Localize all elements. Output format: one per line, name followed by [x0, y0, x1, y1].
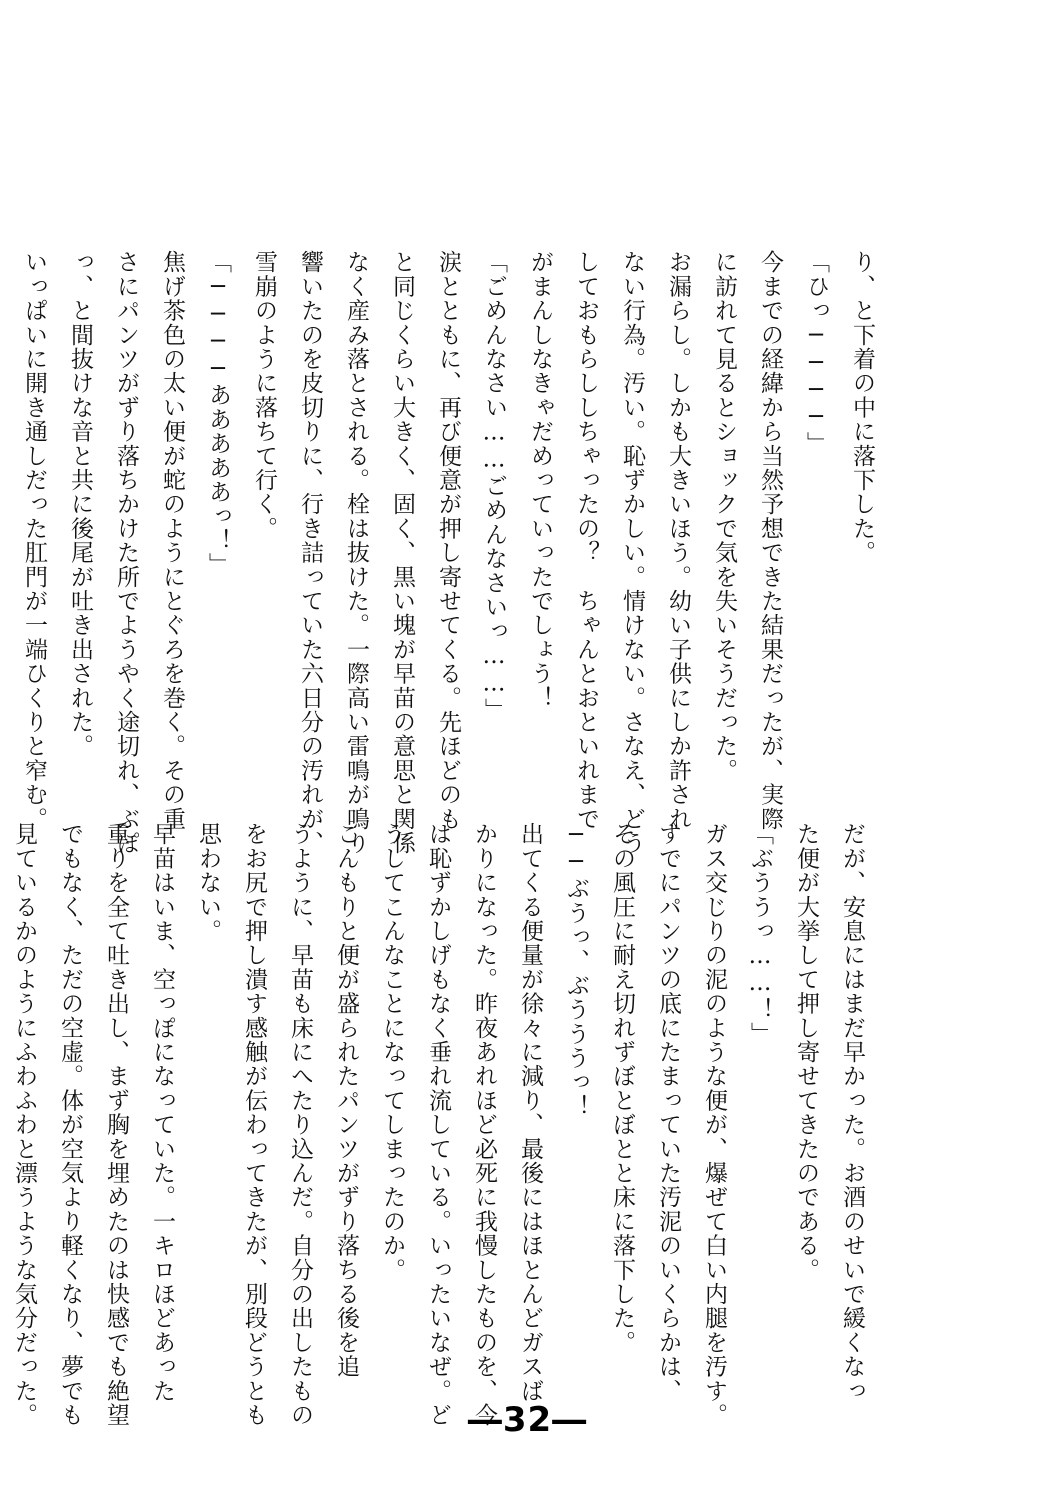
text-line: 涙とともに、再び便意が押し寄せてくる。先ほどのも — [435, 250, 461, 831]
dialogue-line: 「ごめんなさい……ごめんなさいっ……」 — [481, 250, 507, 722]
upper-text-block — [11, 250, 885, 855]
sound-effect-line: ──ぶうっ、ぶうううっ！ — [563, 822, 589, 1119]
text-line: 響いたのを皮切りに、行き詰っていた六日分の汚れが、 — [297, 250, 323, 855]
text-line: お漏らし。しかも大きいほう。幼い子供にしか許され — [665, 250, 691, 831]
text-line: 重りを全て吐き出し、まず胸を埋めたのは快感でも絶望 — [103, 822, 129, 1427]
page-number: ―32― — [467, 1400, 588, 1440]
text-line: 見ているかのようにふわふわと漂うような気分だった。 — [11, 822, 37, 1427]
dialogue-line: 「────あああああっ！」 — [205, 250, 231, 577]
text-line: は恥ずかしげもなく垂れ流している。いったいなぜ。ど — [425, 822, 451, 1427]
text-line: 今までの経緯から当然予想できた結果だったが、実際 — [757, 250, 783, 831]
text-line: しておもらししちゃったの？ ちゃんとおといれまで — [573, 250, 599, 831]
text-line: だが、安息にはまだ早かった。お酒のせいで緩くなっ — [839, 822, 865, 1403]
text-line: に訪れて見るとショックで気を失いそうだった。 — [711, 250, 737, 783]
text-line: こんもりと便が盛られたパンツがずり落ちる後を追 — [333, 822, 359, 1379]
text-line: をお尻で押し潰す感触が伝わってきたが、別段どうとも — [241, 822, 267, 1427]
text-line: さにパンツがずり落ちかけた所でようやく途切れ、ぶぽ — [113, 250, 139, 855]
text-line: た便が大挙して押し寄せてきたのである。 — [793, 822, 819, 1282]
text-line: り、と下着の中に落下した。 — [849, 250, 875, 565]
text-line: っ、と間抜けな音と共に後尾が吐き出された。 — [67, 250, 93, 759]
text-line: 雪崩のように落ちて行く。 — [251, 250, 277, 541]
text-line: 焦げ茶色の太い便が蛇のようにとぐろを巻く。その重 — [159, 250, 185, 831]
text-line: すでにパンツの底にたまっていた汚泥のいくらかは、 — [655, 822, 681, 1403]
text-line: うしてこんなことになってしまったのか。 — [379, 822, 405, 1282]
dialogue-line: 「ぶううっ……！」 — [747, 822, 773, 1046]
text-line: その風圧に耐え切れずぼとぼとと床に落下した。 — [609, 822, 635, 1355]
text-line: ない行為。汚い。恥ずかしい。情けない。さなえ、どう — [619, 250, 645, 855]
text-line: と同じくらい大きく、固く、黒い塊が早苗の意思と関係 — [389, 250, 415, 855]
text-line: うように、早苗も床にへたり込んだ。自分の出したもの — [287, 822, 313, 1427]
text-line: いっぱいに開き通しだった肛門が一端ひくりと窄む。 — [21, 250, 47, 831]
text-line: でもなく、ただの空虚。体が空気より軽くなり、夢でも — [57, 822, 83, 1427]
text-line: 思わない。 — [195, 822, 221, 943]
text-line: 早苗はいま、空っぽになっていた。一キロほどあった — [149, 822, 175, 1403]
text-line: なく産み落とされる。栓は抜けた。一際高い雷鳴が鳴り — [343, 250, 369, 855]
text-line: かりになった。昨夜あれほど必死に我慢したものを、今 — [471, 822, 497, 1427]
text-line: がまんしなきゃだめっていったでしょう！ — [527, 250, 553, 710]
text-line: 出てくる便量が徐々に減り、最後にはほとんどガスば — [517, 822, 543, 1403]
text-line: ガス交じりの泥のような便が、爆ぜて白い内腿を汚す。 — [701, 822, 727, 1427]
dialogue-line: 「ひっ────」 — [803, 250, 829, 456]
